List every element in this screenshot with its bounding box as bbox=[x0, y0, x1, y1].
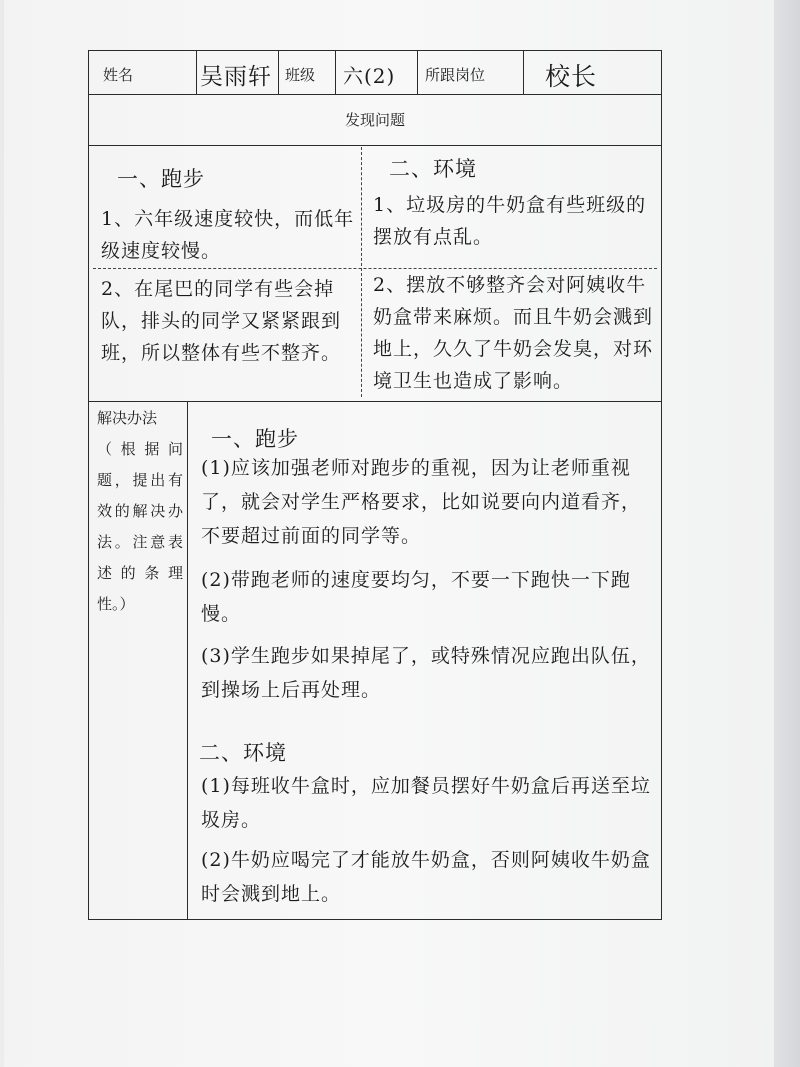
post-value: 校长 bbox=[545, 62, 598, 91]
header-divider bbox=[335, 51, 336, 94]
problem-right-item2: 2、摆放不够整齐会对阿姨收牛奶盒带来麻烦。而且牛奶会溅到地上，久久了牛奶会发臭，对环境卫生也造成了影响。 bbox=[373, 274, 654, 392]
solutions-divider bbox=[187, 401, 188, 919]
solutions-side bbox=[97, 403, 183, 620]
problems-title-line bbox=[89, 145, 661, 146]
solution-env-1: (1)每班收牛盒时，应加餐员摆好牛奶盒后再送至垃圾房。 bbox=[201, 775, 651, 831]
post-label: 所跟岗位 bbox=[425, 66, 486, 84]
class-label: 班级 bbox=[285, 66, 316, 84]
solution-run-heading: 一、跑步 bbox=[211, 427, 299, 451]
solution-run-3: (3)学生跑步如果掉尾了，或特殊情况应跑出队伍，到操场上后再处理。 bbox=[201, 645, 651, 701]
solution-env-heading: 二、环境 bbox=[199, 741, 287, 765]
report-form bbox=[88, 50, 662, 920]
solution-env-2: (2)牛奶应喝完了才能放牛奶盒，否则阿姨收牛奶盒时会溅到地上。 bbox=[201, 849, 651, 905]
header-divider bbox=[417, 51, 418, 94]
solutions-top-line bbox=[89, 401, 661, 402]
solutions-label: 解决办法 bbox=[97, 409, 158, 427]
class-value: 六(2) bbox=[343, 64, 396, 88]
problem-right-heading: 二、环境 bbox=[389, 157, 477, 181]
name-label: 姓名 bbox=[103, 66, 134, 84]
problem-left-item2: 2、在尾巴的同学有些会掉队，排头的同学又紧紧跟到班，所以整体有些不整齐。 bbox=[101, 278, 342, 364]
header-bottom-line bbox=[89, 94, 661, 95]
solution-run-2: (2)带跑老师的速度要均匀，不要一下跑快一下跑慢。 bbox=[201, 569, 631, 625]
page-edge bbox=[774, 0, 800, 1067]
header-divider bbox=[196, 51, 197, 94]
problem-left-heading: 一、跑步 bbox=[117, 167, 205, 191]
name-value: 吴雨轩 bbox=[200, 64, 272, 90]
header-divider bbox=[523, 51, 524, 94]
solutions-hint: （根据问题，提出有效的解决办法。注意表述的条理性。） bbox=[97, 440, 183, 613]
problem-right-item1: 1、垃圾房的牛奶盒有些班级的摆放有点乱。 bbox=[373, 194, 647, 248]
solution-run-1: (1)应该加强老师对跑步的重视，因为让老师重视了，就会对学生严格要求，比如说要向内道看齐，不要超过前面的同学等。 bbox=[201, 457, 642, 547]
problem-left-item1: 1、六年级速度较快，而低年级速度较慢。 bbox=[101, 208, 355, 262]
header-divider bbox=[278, 51, 279, 94]
problems-title: 发现问题 bbox=[344, 111, 405, 129]
problems-divider bbox=[361, 147, 362, 397]
